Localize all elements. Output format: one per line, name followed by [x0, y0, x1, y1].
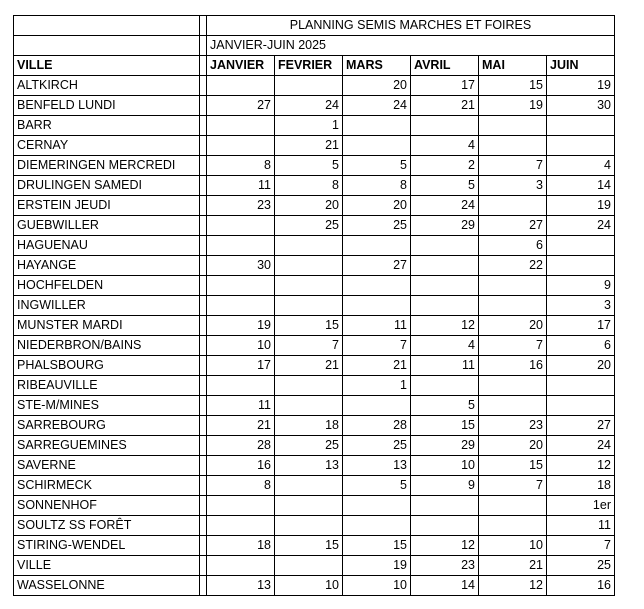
date-cell: 20	[547, 356, 615, 376]
date-cell: 25	[275, 436, 343, 456]
separator-cell	[200, 96, 207, 116]
date-cell: 19	[207, 316, 275, 336]
date-cell: 18	[275, 416, 343, 436]
date-cell: 21	[275, 356, 343, 376]
date-cell	[275, 296, 343, 316]
date-cell: 21	[343, 356, 411, 376]
date-cell	[479, 396, 547, 416]
date-cell	[411, 376, 479, 396]
date-cell: 7	[275, 336, 343, 356]
date-cell: 3	[547, 296, 615, 316]
city-cell: STIRING-WENDEL	[14, 536, 200, 556]
date-cell	[207, 116, 275, 136]
date-cell: 28	[207, 436, 275, 456]
date-cell	[207, 496, 275, 516]
date-cell: 27	[207, 96, 275, 116]
table-row	[14, 76, 615, 96]
separator-cell	[200, 116, 207, 136]
date-cell: 12	[411, 536, 479, 556]
table-row	[14, 156, 615, 176]
date-cell: 12	[547, 456, 615, 476]
date-cell: 10	[411, 456, 479, 476]
city-cell: CERNAY	[14, 136, 200, 156]
date-cell	[411, 496, 479, 516]
date-cell	[479, 116, 547, 136]
separator-cell	[200, 56, 207, 76]
date-cell: 5	[411, 176, 479, 196]
table-row	[14, 116, 615, 136]
separator-cell	[200, 216, 207, 236]
table-row	[14, 496, 615, 516]
date-cell: 23	[207, 196, 275, 216]
separator-cell	[200, 376, 207, 396]
date-cell: 15	[275, 536, 343, 556]
column-header-fevrier: FEVRIER	[275, 56, 343, 76]
separator-cell	[200, 76, 207, 96]
date-cell: 10	[275, 576, 343, 596]
date-cell	[411, 256, 479, 276]
city-cell: GUEBWILLER	[14, 216, 200, 236]
date-cell: 30	[207, 256, 275, 276]
date-cell: 20	[479, 316, 547, 336]
date-cell	[343, 136, 411, 156]
date-cell	[479, 376, 547, 396]
city-cell: INGWILLER	[14, 296, 200, 316]
page-subtitle: JANVIER-JUIN 2025	[207, 36, 615, 56]
separator-cell	[200, 16, 207, 36]
city-cell: SCHIRMECK	[14, 476, 200, 496]
date-cell	[207, 296, 275, 316]
date-cell	[411, 516, 479, 536]
date-cell: 16	[207, 456, 275, 476]
date-cell: 5	[411, 396, 479, 416]
date-cell: 21	[411, 96, 479, 116]
separator-cell	[200, 496, 207, 516]
separator-cell	[200, 316, 207, 336]
date-cell: 11	[343, 316, 411, 336]
separator-cell	[200, 336, 207, 356]
date-cell: 25	[547, 556, 615, 576]
separator-cell	[200, 276, 207, 296]
column-header-ville: VILLE	[14, 56, 200, 76]
date-cell	[207, 236, 275, 256]
date-cell	[479, 496, 547, 516]
date-cell: 29	[411, 436, 479, 456]
date-cell: 12	[479, 576, 547, 596]
date-cell	[343, 496, 411, 516]
date-cell	[207, 136, 275, 156]
separator-cell	[200, 356, 207, 376]
date-cell	[343, 396, 411, 416]
date-cell: 27	[479, 216, 547, 236]
date-cell: 1	[343, 376, 411, 396]
date-cell: 20	[343, 76, 411, 96]
date-cell: 7	[343, 336, 411, 356]
date-cell: 17	[411, 76, 479, 96]
date-cell: 7	[547, 536, 615, 556]
date-cell: 9	[547, 276, 615, 296]
title-row	[14, 16, 615, 36]
table-row	[14, 416, 615, 436]
city-cell: DIEMERINGEN MERCREDI	[14, 156, 200, 176]
separator-cell	[200, 536, 207, 556]
table-row	[14, 176, 615, 196]
date-cell: 19	[479, 96, 547, 116]
date-cell	[547, 236, 615, 256]
table-row	[14, 556, 615, 576]
planning-sheet	[13, 15, 615, 596]
date-cell: 6	[479, 236, 547, 256]
column-header-mai: MAI	[479, 56, 547, 76]
table-row	[14, 456, 615, 476]
separator-cell	[200, 576, 207, 596]
date-cell: 20	[479, 436, 547, 456]
city-cell: SARREGUEMINES	[14, 436, 200, 456]
date-cell	[275, 236, 343, 256]
table-row	[14, 516, 615, 536]
date-cell: 16	[479, 356, 547, 376]
table-row	[14, 476, 615, 496]
city-cell: WASSELONNE	[14, 576, 200, 596]
date-cell: 15	[275, 316, 343, 336]
table-row	[14, 336, 615, 356]
date-cell: 7	[479, 476, 547, 496]
date-cell: 5	[275, 156, 343, 176]
date-cell: 11	[207, 396, 275, 416]
date-cell	[275, 256, 343, 276]
page-title: PLANNING SEMIS MARCHES ET FOIRES	[207, 16, 615, 36]
city-cell: SAVERNE	[14, 456, 200, 476]
date-cell: 14	[547, 176, 615, 196]
city-cell: NIEDERBRON/BAINS	[14, 336, 200, 356]
date-cell	[411, 296, 479, 316]
date-cell: 8	[207, 476, 275, 496]
date-cell: 17	[547, 316, 615, 336]
date-cell	[411, 236, 479, 256]
separator-cell	[200, 196, 207, 216]
date-cell: 19	[547, 196, 615, 216]
date-cell: 10	[207, 336, 275, 356]
table-row	[14, 356, 615, 376]
city-cell: SONNENHOF	[14, 496, 200, 516]
city-cell: ALTKIRCH	[14, 76, 200, 96]
city-cell: VILLE	[14, 556, 200, 576]
subtitle-spacer-cell	[14, 36, 200, 56]
date-cell: 28	[343, 416, 411, 436]
city-cell: MUNSTER MARDI	[14, 316, 200, 336]
title-spacer-cell	[14, 16, 200, 36]
table-row	[14, 376, 615, 396]
date-cell: 8	[207, 156, 275, 176]
date-cell: 3	[479, 176, 547, 196]
table-row	[14, 536, 615, 556]
date-cell	[275, 516, 343, 536]
separator-cell	[200, 516, 207, 536]
separator-cell	[200, 456, 207, 476]
date-cell	[275, 396, 343, 416]
city-cell: HOCHFELDEN	[14, 276, 200, 296]
table-row	[14, 316, 615, 336]
table-row	[14, 436, 615, 456]
date-cell: 23	[411, 556, 479, 576]
date-cell	[275, 276, 343, 296]
table-row	[14, 276, 615, 296]
date-cell: 8	[275, 176, 343, 196]
date-cell: 11	[207, 176, 275, 196]
date-cell: 15	[343, 536, 411, 556]
date-cell: 18	[207, 536, 275, 556]
date-cell	[547, 376, 615, 396]
separator-cell	[200, 36, 207, 56]
date-cell	[547, 256, 615, 276]
date-cell: 4	[411, 336, 479, 356]
date-cell: 25	[343, 436, 411, 456]
date-cell: 15	[479, 456, 547, 476]
date-cell: 25	[343, 216, 411, 236]
date-cell: 17	[207, 356, 275, 376]
date-cell	[479, 516, 547, 536]
date-cell: 24	[275, 96, 343, 116]
city-cell: BARR	[14, 116, 200, 136]
date-cell: 27	[547, 416, 615, 436]
date-cell: 6	[547, 336, 615, 356]
table-row	[14, 236, 615, 256]
table-row	[14, 96, 615, 116]
date-cell: 19	[343, 556, 411, 576]
date-cell	[547, 396, 615, 416]
date-cell	[479, 296, 547, 316]
date-cell	[207, 276, 275, 296]
date-cell: 4	[411, 136, 479, 156]
date-cell: 7	[479, 156, 547, 176]
date-cell: 22	[479, 256, 547, 276]
date-cell: 18	[547, 476, 615, 496]
city-cell: DRULINGEN SAMEDI	[14, 176, 200, 196]
date-cell: 15	[479, 76, 547, 96]
separator-cell	[200, 156, 207, 176]
date-cell: 21	[275, 136, 343, 156]
date-cell	[343, 276, 411, 296]
city-cell: RIBEAUVILLE	[14, 376, 200, 396]
separator-cell	[200, 436, 207, 456]
column-header-avril: AVRIL	[411, 56, 479, 76]
separator-cell	[200, 256, 207, 276]
separator-cell	[200, 476, 207, 496]
date-cell: 10	[343, 576, 411, 596]
date-cell: 7	[479, 336, 547, 356]
date-cell: 21	[207, 416, 275, 436]
date-cell: 20	[275, 196, 343, 216]
city-cell: HAGUENAU	[14, 236, 200, 256]
date-cell: 12	[411, 316, 479, 336]
separator-cell	[200, 556, 207, 576]
date-cell	[343, 516, 411, 536]
subtitle-row	[14, 36, 615, 56]
date-cell: 13	[207, 576, 275, 596]
date-cell: 19	[547, 76, 615, 96]
date-cell	[275, 476, 343, 496]
table-row	[14, 136, 615, 156]
date-cell	[207, 376, 275, 396]
date-cell	[411, 276, 479, 296]
date-cell	[343, 236, 411, 256]
date-cell: 4	[547, 156, 615, 176]
city-cell: ERSTEIN JEUDI	[14, 196, 200, 216]
column-header-janvier: JANVIER	[207, 56, 275, 76]
date-cell: 23	[479, 416, 547, 436]
date-cell: 5	[343, 156, 411, 176]
date-cell: 13	[343, 456, 411, 476]
column-header-juin: JUIN	[547, 56, 615, 76]
date-cell: 14	[411, 576, 479, 596]
date-cell	[275, 496, 343, 516]
date-cell	[207, 216, 275, 236]
separator-cell	[200, 396, 207, 416]
date-cell: 24	[343, 96, 411, 116]
planning-table	[13, 15, 615, 596]
separator-cell	[200, 176, 207, 196]
separator-cell	[200, 236, 207, 256]
date-cell: 29	[411, 216, 479, 236]
date-cell: 16	[547, 576, 615, 596]
table-row	[14, 196, 615, 216]
date-cell: 5	[343, 476, 411, 496]
date-cell: 24	[411, 196, 479, 216]
table-row	[14, 396, 615, 416]
city-cell: PHALSBOURG	[14, 356, 200, 376]
column-header-row	[14, 56, 615, 76]
city-cell: SOULTZ SS FORÊT	[14, 516, 200, 536]
date-cell: 11	[411, 356, 479, 376]
date-cell: 9	[411, 476, 479, 496]
date-cell: 25	[275, 216, 343, 236]
date-cell	[479, 136, 547, 156]
table-row	[14, 256, 615, 276]
date-cell	[275, 376, 343, 396]
date-cell	[275, 556, 343, 576]
date-cell	[547, 136, 615, 156]
date-cell	[207, 516, 275, 536]
table-row	[14, 576, 615, 596]
date-cell: 1	[275, 116, 343, 136]
date-cell: 24	[547, 436, 615, 456]
separator-cell	[200, 296, 207, 316]
date-cell: 10	[479, 536, 547, 556]
separator-cell	[200, 136, 207, 156]
date-cell	[207, 556, 275, 576]
column-header-mars: MARS	[343, 56, 411, 76]
city-cell: STE-M/MINES	[14, 396, 200, 416]
table-row	[14, 296, 615, 316]
date-cell: 21	[479, 556, 547, 576]
date-cell: 27	[343, 256, 411, 276]
separator-cell	[200, 416, 207, 436]
date-cell	[411, 116, 479, 136]
city-cell: BENFELD LUNDI	[14, 96, 200, 116]
date-cell: 20	[343, 196, 411, 216]
date-cell: 11	[547, 516, 615, 536]
date-cell	[479, 196, 547, 216]
date-cell: 24	[547, 216, 615, 236]
city-cell: SARREBOURG	[14, 416, 200, 436]
date-cell: 13	[275, 456, 343, 476]
date-cell: 15	[411, 416, 479, 436]
date-cell	[343, 296, 411, 316]
date-cell: 8	[343, 176, 411, 196]
city-cell: HAYANGE	[14, 256, 200, 276]
date-cell	[275, 76, 343, 96]
date-cell	[343, 116, 411, 136]
date-cell	[479, 276, 547, 296]
table-row	[14, 216, 615, 236]
date-cell	[547, 116, 615, 136]
date-cell: 30	[547, 96, 615, 116]
date-cell: 2	[411, 156, 479, 176]
date-cell	[207, 76, 275, 96]
date-cell: 1er	[547, 496, 615, 516]
